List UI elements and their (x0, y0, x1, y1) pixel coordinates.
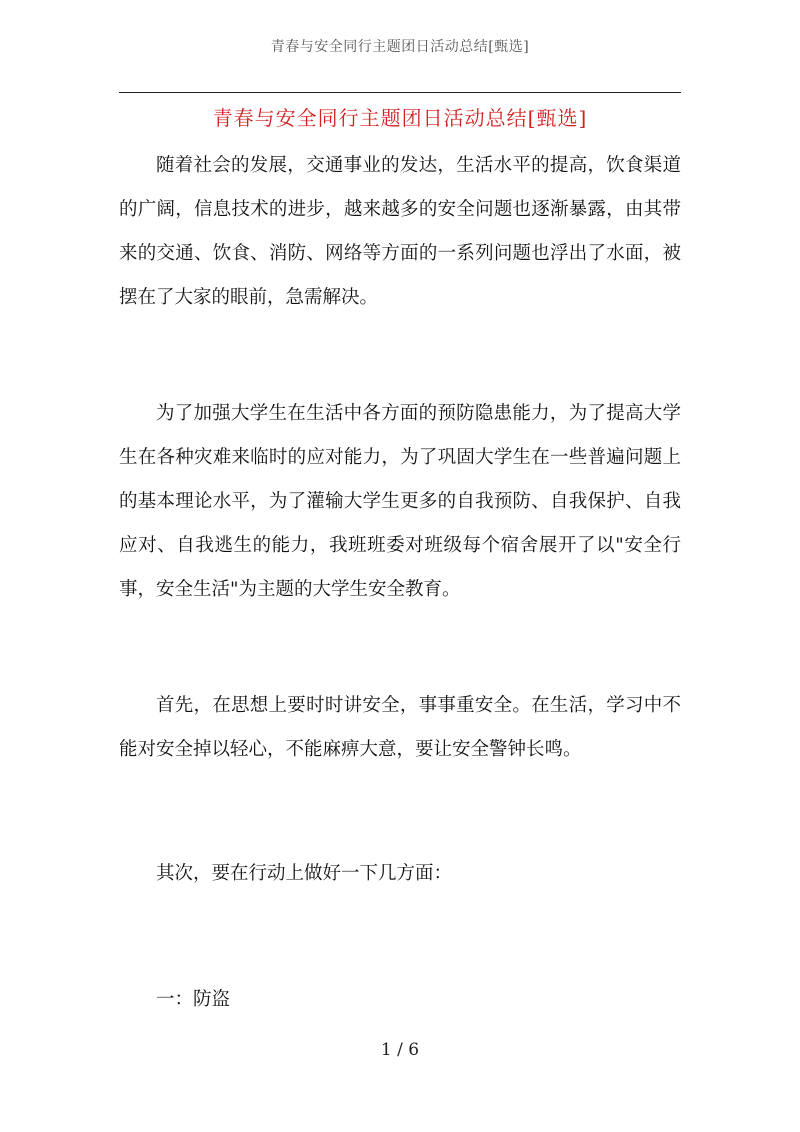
paragraph-intro: 随着社会的发展，交通事业的发达，生活水平的提高，饮食渠道的广阔，信息技术的进步，越来越多的安全问题也逐渐暴露，由其带来的交通、饮食、消防、网络等方面的一系列问题也浮出了水面，被摆在了大家的眼前，急需解决。 (119, 155, 681, 308)
header-divider (119, 92, 681, 93)
page-number: 1 / 6 (380, 1040, 420, 1060)
document-title: 青春与安全同行主题团日活动总结[甄选] (212, 106, 588, 130)
paragraph-second: 其次，要在行动上做好一下几方面： (156, 863, 453, 884)
paragraph-section-heading: 一：防盗 (156, 989, 231, 1010)
paragraph-purpose: 为了加强大学生在生活中各方面的预防隐患能力，为了提高大学生在各种灾难来临时的应对能力，为了巩固大学生在一些普遍问题上的基本理论水平，为了灌输大学生更多的自我预防、自我保护、自我应对、自我逃生的能力，我班班委对班级每个宿舍展开了以"安全行事，安全生活"为主题的大学生安全教育。 (119, 403, 681, 600)
running-header: 青春与安全同行主题团日活动总结[甄选] (270, 39, 530, 55)
paragraph-first: 首先，在思想上要时时讲安全，事事重安全。在生活，学习中不能对安全掉以轻心，不能麻痹大意，要让安全警钟长鸣。 (119, 695, 681, 760)
